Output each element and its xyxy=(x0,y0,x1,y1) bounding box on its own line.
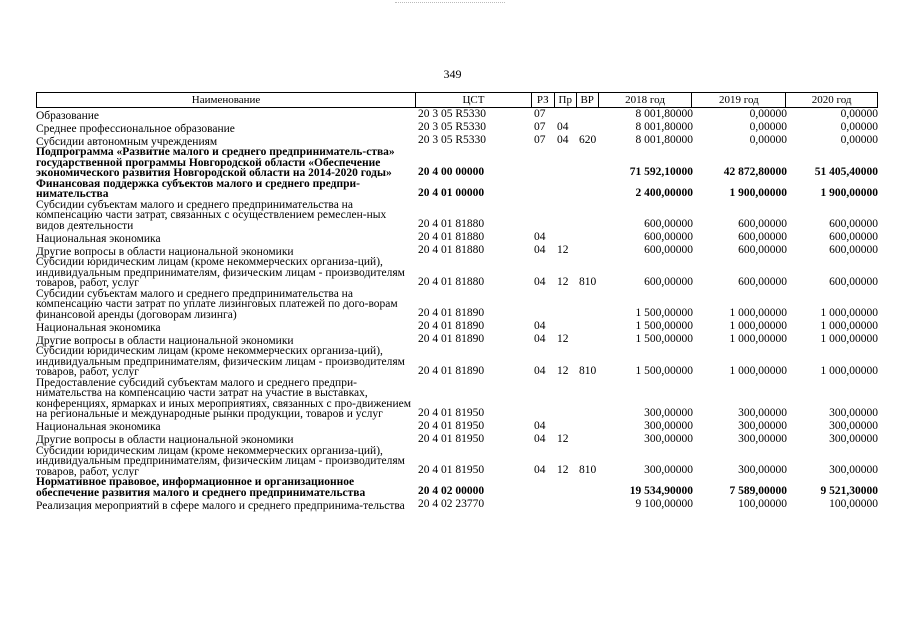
table-row xyxy=(36,346,878,378)
row-2018: 9 100,00000 xyxy=(635,498,693,510)
row-cst: 20 4 00 00000 xyxy=(418,165,485,178)
row-2018: 300,00000 xyxy=(644,419,693,432)
header-cst: ЦСТ xyxy=(416,93,532,107)
row-vr: 810 xyxy=(579,464,597,476)
row-name: Среднее профессиональное образование xyxy=(36,122,235,135)
row-name: Предоставление субсидий субъектам малого и среднего предпри-нимательства на компенсацию части затрат на участие в выставках, конференциях, ярмарках и иных мероприятиях, связанных с про-движением на региональные и международные рынки продукции, товаров и услуг xyxy=(36,376,411,420)
row-2019: 600,00000 xyxy=(738,275,787,288)
row-cst: 20 4 01 81880 xyxy=(418,218,485,230)
row-name: Субсидии юридическим лицам (кроме некоммерческих организа-ций), индивидуальным предпринимателям, физическим лицам - производителям товаров, работ, услуг xyxy=(36,256,405,289)
row-vr: 620 xyxy=(579,134,597,146)
row-cst: 20 3 05 R5330 xyxy=(418,108,487,120)
row-cst: 20 4 01 81890 xyxy=(418,320,485,332)
table-row xyxy=(36,200,878,232)
row-2019: 1 000,00000 xyxy=(729,307,787,319)
row-2019: 1 000,00000 xyxy=(729,364,787,377)
row-2019: 300,00000 xyxy=(738,464,787,476)
row-name: Образование xyxy=(36,109,100,122)
row-pr: 04 xyxy=(557,121,569,133)
row-cst: 20 4 01 81890 xyxy=(418,333,485,345)
table-body xyxy=(36,108,878,511)
table-row xyxy=(36,147,878,179)
row-cst: 20 4 01 81880 xyxy=(418,244,485,256)
row-2020: 9 521,30000 xyxy=(820,485,878,497)
row-name: Субсидии субъектам малого и среднего предпринимательства на компенсацию части затрат, связанных с осуществлением ремеслен-ных видов деятельности xyxy=(36,198,387,232)
row-pr: 12 xyxy=(557,432,569,445)
budget-table xyxy=(36,92,878,511)
row-cst: 20 4 01 81950 xyxy=(418,432,485,445)
row-2019: 0,00000 xyxy=(749,134,787,146)
row-rz: 04 xyxy=(534,231,546,243)
row-2018: 1 500,00000 xyxy=(635,320,693,332)
row-2019: 600,00000 xyxy=(738,218,787,230)
row-rz: 07 xyxy=(534,108,546,120)
row-2020: 51 405,40000 xyxy=(814,165,878,178)
row-2018: 300,00000 xyxy=(644,464,693,476)
row-cst: 20 4 01 81950 xyxy=(418,464,485,476)
row-2019: 0,00000 xyxy=(749,121,787,133)
row-rz: 04 xyxy=(534,333,546,345)
row-2020: 300,00000 xyxy=(829,464,878,476)
row-cst: 20 3 05 R5330 xyxy=(418,134,487,146)
row-rz: 04 xyxy=(534,432,546,445)
row-name: Субсидии автономным учреждениям xyxy=(36,135,218,148)
row-2018: 1 500,00000 xyxy=(635,333,693,345)
scan-artifact xyxy=(395,2,505,5)
row-2018: 1 500,00000 xyxy=(635,307,693,319)
row-name: Финансовая поддержка субъектов малого и среднего предпри-нимательства xyxy=(36,177,360,200)
table-row xyxy=(36,433,878,446)
row-2020: 600,00000 xyxy=(829,244,878,256)
row-2020: 600,00000 xyxy=(829,231,878,243)
row-2018: 600,00000 xyxy=(644,244,693,256)
header-rz: РЗ xyxy=(532,93,555,107)
row-2020: 1 000,00000 xyxy=(820,307,878,319)
row-2018: 19 534,90000 xyxy=(629,485,693,497)
table-row xyxy=(36,257,878,289)
row-2019: 600,00000 xyxy=(738,231,787,243)
row-pr: 12 xyxy=(557,333,569,345)
row-cst: 20 4 02 00000 xyxy=(418,485,485,497)
row-name: Другие вопросы в области национальной экономики xyxy=(36,334,294,347)
row-cst: 20 4 02 23770 xyxy=(418,498,485,510)
row-2019: 300,00000 xyxy=(738,419,787,432)
row-cst: 20 4 01 81880 xyxy=(418,231,485,243)
row-2019: 300,00000 xyxy=(738,406,787,419)
row-2019: 300,00000 xyxy=(738,432,787,445)
table-row xyxy=(36,477,878,498)
row-2018: 600,00000 xyxy=(644,231,693,243)
row-2018: 600,00000 xyxy=(644,218,693,230)
row-cst: 20 4 01 81890 xyxy=(418,307,485,319)
row-2018: 2 400,00000 xyxy=(635,186,693,199)
row-2020: 1 900,00000 xyxy=(820,186,878,199)
row-rz: 07 xyxy=(534,121,546,133)
row-2018: 8 001,80000 xyxy=(635,121,693,133)
row-rz: 04 xyxy=(534,320,546,332)
row-cst: 20 4 01 81890 xyxy=(418,364,485,377)
header-name: Наименование xyxy=(37,93,416,107)
row-2019: 1 000,00000 xyxy=(729,320,787,332)
row-2020: 300,00000 xyxy=(829,419,878,432)
row-name: Субсидии юридическим лицам (кроме некоммерческих организа-ций), индивидуальным предпринимателям, физическим лицам - производителям товаров, работ, услуг xyxy=(36,345,405,378)
row-name: Субсидии субъектам малого и среднего предпринимательства на компенсацию части затрат по уплате лизинговых платежей по дого-ворам финансовой аренды (договорам лизинга) xyxy=(36,287,398,321)
row-cst: 20 4 01 00000 xyxy=(418,186,485,199)
row-2020: 600,00000 xyxy=(829,275,878,288)
table-row xyxy=(36,121,878,134)
row-2018: 71 592,10000 xyxy=(629,165,693,178)
row-vr: 810 xyxy=(579,275,597,288)
row-2019: 100,00000 xyxy=(738,498,787,510)
row-2020: 1 000,00000 xyxy=(820,333,878,345)
row-2018: 1 500,00000 xyxy=(635,364,693,377)
row-rz: 04 xyxy=(534,244,546,256)
row-pr: 12 xyxy=(557,275,569,288)
row-name: Национальная экономика xyxy=(36,421,161,433)
row-cst: 20 4 01 81880 xyxy=(418,275,485,288)
row-rz: 07 xyxy=(534,134,546,146)
row-name: Субсидии юридическим лицам (кроме некоммерческих организа-ций), индивидуальным предпринимателям, физическим лицам - производителям товаров, работ, услуг xyxy=(36,444,405,478)
row-2020: 1 000,00000 xyxy=(820,320,878,332)
row-pr: 12 xyxy=(557,364,569,377)
table-row xyxy=(36,179,878,200)
row-name: Национальная экономика xyxy=(36,321,161,334)
table-row xyxy=(36,231,878,244)
row-2020: 300,00000 xyxy=(829,432,878,445)
row-name: Реализация мероприятий в сфере малого и среднего предпринима-тельства xyxy=(36,499,405,512)
row-pr: 12 xyxy=(557,244,569,256)
row-name: Подпрограмма «Развитие малого и среднего предприниматель-ства» государственной программы Новгородской области «Обеспечение экономического развития Новгородской области на 2014-2020 годы» xyxy=(36,146,395,179)
row-2020: 600,00000 xyxy=(829,218,878,230)
row-name: Другие вопросы в области национальной экономики xyxy=(36,434,294,446)
header-pr: Пр xyxy=(555,93,577,107)
row-2019: 1 000,00000 xyxy=(729,333,787,345)
header-2020: 2020 год xyxy=(811,94,852,106)
table-row xyxy=(36,378,878,420)
row-cst: 20 4 01 81950 xyxy=(418,419,485,432)
row-2019: 600,00000 xyxy=(738,244,787,256)
row-rz: 04 xyxy=(534,364,546,377)
row-2020: 0,00000 xyxy=(840,134,878,146)
row-cst: 20 4 01 81950 xyxy=(418,406,485,419)
row-name: Нормативное правовое, информационное и организационное обеспечение развития малого и среднего предпринимательства xyxy=(36,476,366,499)
row-cst: 20 3 05 R5330 xyxy=(418,121,487,133)
header-2019: 2019 год xyxy=(692,93,786,107)
row-name: Национальная экономика xyxy=(36,232,161,245)
table-row xyxy=(36,289,878,321)
row-pr: 04 xyxy=(557,134,569,146)
row-2020: 0,00000 xyxy=(840,108,878,120)
row-2020: 100,00000 xyxy=(829,498,878,510)
row-2019: 1 900,00000 xyxy=(729,186,787,199)
row-rz: 04 xyxy=(534,419,546,432)
table-row xyxy=(36,320,878,333)
row-2018: 300,00000 xyxy=(644,432,693,445)
table-row xyxy=(36,446,878,478)
row-2018: 8 001,80000 xyxy=(635,134,693,146)
row-2018: 600,00000 xyxy=(644,275,693,288)
table-header xyxy=(36,92,878,108)
row-2020: 1 000,00000 xyxy=(820,364,878,377)
table-row xyxy=(36,498,878,511)
row-2020: 300,00000 xyxy=(829,406,878,419)
table-row xyxy=(36,420,878,433)
page-number: 349 xyxy=(443,67,462,81)
row-2018: 8 001,80000 xyxy=(635,108,693,120)
row-2018: 300,00000 xyxy=(644,406,693,419)
row-vr: 810 xyxy=(579,364,597,377)
row-2019: 7 589,00000 xyxy=(729,485,787,497)
row-rz: 04 xyxy=(534,275,546,288)
row-2019: 0,00000 xyxy=(749,108,787,120)
row-pr: 12 xyxy=(557,464,569,476)
header-vr: ВР xyxy=(577,93,599,107)
row-2019: 42 872,80000 xyxy=(723,165,787,178)
header-2018: 2018 год xyxy=(599,93,693,107)
row-2020: 0,00000 xyxy=(840,121,878,133)
row-rz: 04 xyxy=(534,464,546,476)
row-name: Другие вопросы в области национальной экономики xyxy=(36,245,294,258)
table-row xyxy=(36,108,878,121)
